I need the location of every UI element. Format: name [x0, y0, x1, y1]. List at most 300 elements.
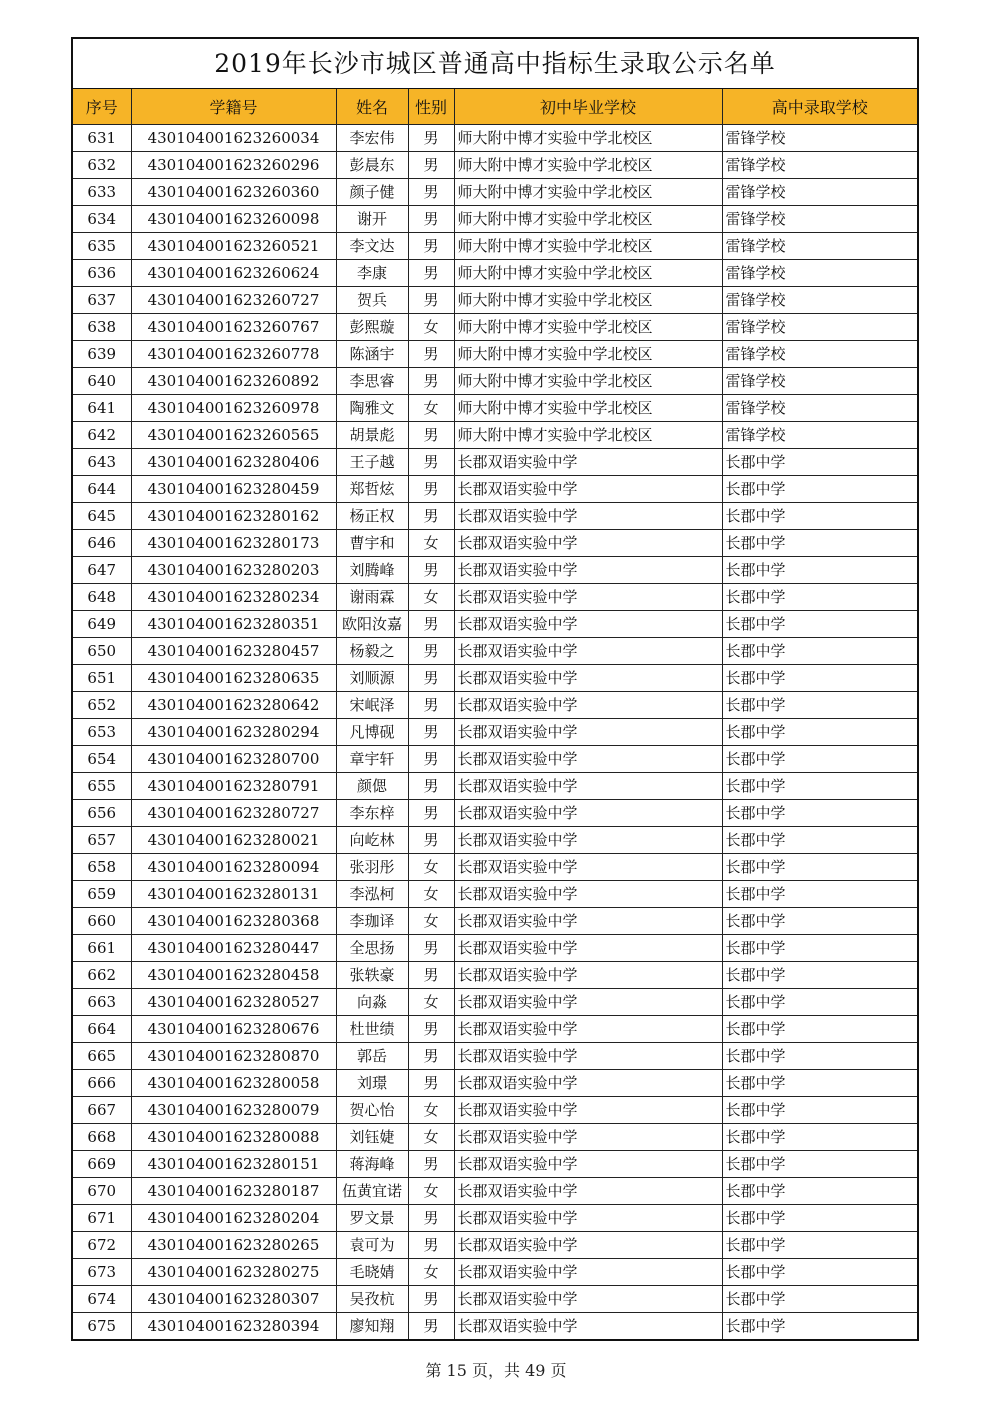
admitted-high-school-cell: 长郡中学	[722, 1097, 917, 1124]
student-id-cell: 430104001623260978	[131, 395, 336, 422]
gender-cell: 女	[408, 881, 454, 908]
admitted-high-school-cell: 长郡中学	[722, 1259, 917, 1286]
middle-school-cell: 长郡双语实验中学	[454, 746, 722, 773]
name-cell: 向淼	[336, 989, 408, 1016]
admitted-high-school-cell: 长郡中学	[722, 908, 917, 935]
table-row	[73, 125, 917, 152]
middle-school-cell: 师大附中博才实验中学北校区	[454, 179, 722, 206]
admitted-high-school-cell: 长郡中学	[722, 665, 917, 692]
student-id-cell: 430104001623280700	[131, 746, 336, 773]
gender-cell: 男	[408, 368, 454, 395]
name-cell: 杨正权	[336, 503, 408, 530]
gender-cell: 女	[408, 530, 454, 557]
table-row	[73, 746, 917, 773]
middle-school-cell: 长郡双语实验中学	[454, 692, 722, 719]
student-id-cell: 430104001623260296	[131, 152, 336, 179]
table-row	[73, 503, 917, 530]
middle-school-cell: 长郡双语实验中学	[454, 503, 722, 530]
table-row	[73, 989, 917, 1016]
middle-school-cell: 长郡双语实验中学	[454, 827, 722, 854]
table-row	[73, 395, 917, 422]
name-cell: 贺心怡	[336, 1097, 408, 1124]
table-row	[73, 368, 917, 395]
student-id-cell: 430104001623280791	[131, 773, 336, 800]
admitted-high-school-cell: 长郡中学	[722, 989, 917, 1016]
admitted-high-school-cell: 长郡中学	[722, 530, 917, 557]
gender-cell: 男	[408, 1205, 454, 1232]
middle-school-cell: 长郡双语实验中学	[454, 962, 722, 989]
gender-cell: 男	[408, 260, 454, 287]
serial-number-cell: 639	[73, 341, 131, 368]
name-cell: 李康	[336, 260, 408, 287]
name-cell: 宋岷泽	[336, 692, 408, 719]
table-row	[73, 719, 917, 746]
admitted-high-school-cell: 雷锋学校	[722, 206, 917, 233]
gender-cell: 男	[408, 503, 454, 530]
table-row	[73, 530, 917, 557]
serial-number-cell: 658	[73, 854, 131, 881]
table-row	[73, 341, 917, 368]
name-cell: 全思扬	[336, 935, 408, 962]
table-row	[73, 773, 917, 800]
gender-cell: 女	[408, 1124, 454, 1151]
table-row	[73, 935, 917, 962]
table-row	[73, 1259, 917, 1286]
table-row	[73, 881, 917, 908]
name-cell: 郭岳	[336, 1043, 408, 1070]
gender-cell: 男	[408, 800, 454, 827]
admitted-high-school-cell: 雷锋学校	[722, 422, 917, 449]
serial-number-cell: 655	[73, 773, 131, 800]
student-id-cell: 430104001623280294	[131, 719, 336, 746]
serial-number-cell: 666	[73, 1070, 131, 1097]
gender-cell: 男	[408, 1070, 454, 1097]
gender-cell: 女	[408, 1259, 454, 1286]
serial-number-cell: 646	[73, 530, 131, 557]
middle-school-cell: 长郡双语实验中学	[454, 719, 722, 746]
student-id-cell: 430104001623280870	[131, 1043, 336, 1070]
admitted-high-school-cell: 雷锋学校	[722, 395, 917, 422]
student-id-cell: 430104001623280394	[131, 1313, 336, 1340]
gender-cell: 男	[408, 611, 454, 638]
name-cell: 李宏伟	[336, 125, 408, 152]
serial-number-cell: 638	[73, 314, 131, 341]
admitted-high-school-cell: 长郡中学	[722, 773, 917, 800]
student-id-cell: 430104001623280058	[131, 1070, 336, 1097]
admitted-high-school-cell: 长郡中学	[722, 1286, 917, 1313]
table-row	[73, 206, 917, 233]
student-id-cell: 430104001623280459	[131, 476, 336, 503]
name-cell: 罗文景	[336, 1205, 408, 1232]
table-row	[73, 422, 917, 449]
gender-cell: 男	[408, 152, 454, 179]
student-id-cell: 430104001623280203	[131, 557, 336, 584]
name-cell: 王子越	[336, 449, 408, 476]
admitted-high-school-cell: 雷锋学校	[722, 260, 917, 287]
name-cell: 吴孜杭	[336, 1286, 408, 1313]
name-cell: 张羽彤	[336, 854, 408, 881]
serial-number-cell: 654	[73, 746, 131, 773]
middle-school-cell: 长郡双语实验中学	[454, 1043, 722, 1070]
student-id-cell: 430104001623280527	[131, 989, 336, 1016]
student-id-cell: 430104001623280187	[131, 1178, 336, 1205]
gender-cell: 女	[408, 314, 454, 341]
middle-school-cell: 师大附中博才实验中学北校区	[454, 125, 722, 152]
name-cell: 刘腾峰	[336, 557, 408, 584]
admitted-high-school-cell: 长郡中学	[722, 1151, 917, 1178]
name-cell: 李珈译	[336, 908, 408, 935]
middle-school-cell: 长郡双语实验中学	[454, 935, 722, 962]
table-row	[73, 1124, 917, 1151]
serial-number-cell: 661	[73, 935, 131, 962]
serial-number-cell: 675	[73, 1313, 131, 1340]
gender-cell: 男	[408, 1151, 454, 1178]
admitted-high-school-cell: 长郡中学	[722, 1124, 917, 1151]
student-id-cell: 430104001623280021	[131, 827, 336, 854]
student-id-cell: 430104001623280457	[131, 638, 336, 665]
middle-school-cell: 师大附中博才实验中学北校区	[454, 368, 722, 395]
middle-school-cell: 师大附中博才实验中学北校区	[454, 152, 722, 179]
serial-number-cell: 667	[73, 1097, 131, 1124]
gender-cell: 男	[408, 422, 454, 449]
serial-number-cell: 660	[73, 908, 131, 935]
gender-cell: 男	[408, 233, 454, 260]
serial-number-cell: 650	[73, 638, 131, 665]
table-row	[73, 1043, 917, 1070]
name-cell: 蒋海峰	[336, 1151, 408, 1178]
student-id-cell: 430104001623280094	[131, 854, 336, 881]
table-row	[73, 638, 917, 665]
admitted-high-school-cell: 雷锋学校	[722, 287, 917, 314]
page-number-footer: 第 15 页，共 49 页	[425, 1361, 567, 1380]
student-id-cell: 430104001623280234	[131, 584, 336, 611]
table-row	[73, 854, 917, 881]
header-name: 姓名	[336, 89, 408, 125]
middle-school-cell: 长郡双语实验中学	[454, 557, 722, 584]
serial-number-cell: 636	[73, 260, 131, 287]
student-id-cell: 430104001623260521	[131, 233, 336, 260]
name-cell: 谢开	[336, 206, 408, 233]
serial-number-cell: 645	[73, 503, 131, 530]
name-cell: 欧阳汝嘉	[336, 611, 408, 638]
admitted-high-school-cell: 长郡中学	[722, 719, 917, 746]
table-row	[73, 800, 917, 827]
serial-number-cell: 672	[73, 1232, 131, 1259]
table-row	[73, 962, 917, 989]
admitted-high-school-cell: 长郡中学	[722, 854, 917, 881]
name-cell: 郑哲炫	[336, 476, 408, 503]
name-cell: 彭晨东	[336, 152, 408, 179]
table-row	[73, 611, 917, 638]
gender-cell: 男	[408, 1313, 454, 1340]
middle-school-cell: 长郡双语实验中学	[454, 800, 722, 827]
middle-school-cell: 长郡双语实验中学	[454, 1016, 722, 1043]
middle-school-cell: 长郡双语实验中学	[454, 584, 722, 611]
gender-cell: 男	[408, 557, 454, 584]
student-id-cell: 430104001623260360	[131, 179, 336, 206]
name-cell: 李文达	[336, 233, 408, 260]
middle-school-cell: 师大附中博才实验中学北校区	[454, 233, 722, 260]
admission-table	[73, 89, 917, 1339]
middle-school-cell: 长郡双语实验中学	[454, 854, 722, 881]
table-row	[73, 314, 917, 341]
header-gender: 性别	[408, 89, 454, 125]
student-id-cell: 430104001623280635	[131, 665, 336, 692]
gender-cell: 男	[408, 1232, 454, 1259]
serial-number-cell: 669	[73, 1151, 131, 1178]
admitted-high-school-cell: 雷锋学校	[722, 179, 917, 206]
middle-school-cell: 师大附中博才实验中学北校区	[454, 314, 722, 341]
admitted-high-school-cell: 雷锋学校	[722, 152, 917, 179]
gender-cell: 男	[408, 449, 454, 476]
header-serial-number: 序号	[73, 89, 131, 125]
document-title: 2019年长沙市城区普通高中指标生录取公示名单	[73, 39, 917, 89]
serial-number-cell: 670	[73, 1178, 131, 1205]
admitted-high-school-cell: 长郡中学	[722, 1205, 917, 1232]
student-id-cell: 430104001623260624	[131, 260, 336, 287]
name-cell: 伍黄宜诺	[336, 1178, 408, 1205]
table-row	[73, 1151, 917, 1178]
serial-number-cell: 671	[73, 1205, 131, 1232]
admitted-high-school-cell: 雷锋学校	[722, 341, 917, 368]
middle-school-cell: 长郡双语实验中学	[454, 1124, 722, 1151]
name-cell: 谢雨霖	[336, 584, 408, 611]
student-id-cell: 430104001623260034	[131, 125, 336, 152]
gender-cell: 男	[408, 179, 454, 206]
gender-cell: 男	[408, 1286, 454, 1313]
name-cell: 毛晓婧	[336, 1259, 408, 1286]
middle-school-cell: 长郡双语实验中学	[454, 908, 722, 935]
gender-cell: 女	[408, 989, 454, 1016]
student-id-cell: 430104001623260778	[131, 341, 336, 368]
gender-cell: 男	[408, 476, 454, 503]
middle-school-cell: 师大附中博才实验中学北校区	[454, 260, 722, 287]
table-body	[73, 125, 917, 1340]
middle-school-cell: 师大附中博才实验中学北校区	[454, 287, 722, 314]
admitted-high-school-cell: 长郡中学	[722, 611, 917, 638]
serial-number-cell: 642	[73, 422, 131, 449]
table-row	[73, 665, 917, 692]
table-row	[73, 1016, 917, 1043]
table-row	[73, 1070, 917, 1097]
serial-number-cell: 633	[73, 179, 131, 206]
admitted-high-school-cell: 长郡中学	[722, 638, 917, 665]
admitted-high-school-cell: 长郡中学	[722, 1016, 917, 1043]
gender-cell: 女	[408, 854, 454, 881]
gender-cell: 男	[408, 719, 454, 746]
serial-number-cell: 649	[73, 611, 131, 638]
name-cell: 凡博砚	[336, 719, 408, 746]
gender-cell: 女	[408, 395, 454, 422]
student-id-cell: 430104001623280265	[131, 1232, 336, 1259]
name-cell: 颜子健	[336, 179, 408, 206]
middle-school-cell: 长郡双语实验中学	[454, 881, 722, 908]
name-cell: 杜世绩	[336, 1016, 408, 1043]
serial-number-cell: 634	[73, 206, 131, 233]
gender-cell: 女	[408, 1178, 454, 1205]
admitted-high-school-cell: 长郡中学	[722, 557, 917, 584]
middle-school-cell: 师大附中博才实验中学北校区	[454, 395, 722, 422]
gender-cell: 男	[408, 773, 454, 800]
admitted-high-school-cell: 长郡中学	[722, 1232, 917, 1259]
admitted-high-school-cell: 雷锋学校	[722, 314, 917, 341]
middle-school-cell: 师大附中博才实验中学北校区	[454, 422, 722, 449]
student-id-cell: 430104001623280642	[131, 692, 336, 719]
middle-school-cell: 长郡双语实验中学	[454, 530, 722, 557]
serial-number-cell: 673	[73, 1259, 131, 1286]
serial-number-cell: 643	[73, 449, 131, 476]
student-id-cell: 430104001623260892	[131, 368, 336, 395]
gender-cell: 男	[408, 638, 454, 665]
middle-school-cell: 长郡双语实验中学	[454, 1286, 722, 1313]
admission-list-sheet	[71, 37, 919, 1341]
admitted-high-school-cell: 长郡中学	[722, 1043, 917, 1070]
student-id-cell: 430104001623280204	[131, 1205, 336, 1232]
admitted-high-school-cell: 长郡中学	[722, 962, 917, 989]
name-cell: 李泓柯	[336, 881, 408, 908]
middle-school-cell: 长郡双语实验中学	[454, 1178, 722, 1205]
admitted-high-school-cell: 长郡中学	[722, 800, 917, 827]
name-cell: 曹宇和	[336, 530, 408, 557]
table-row	[73, 584, 917, 611]
student-id-cell: 430104001623280088	[131, 1124, 336, 1151]
student-id-cell: 430104001623280162	[131, 503, 336, 530]
gender-cell: 女	[408, 1097, 454, 1124]
name-cell: 刘璟	[336, 1070, 408, 1097]
table-row	[73, 260, 917, 287]
name-cell: 杨毅之	[336, 638, 408, 665]
serial-number-cell: 662	[73, 962, 131, 989]
gender-cell: 男	[408, 1016, 454, 1043]
gender-cell: 男	[408, 341, 454, 368]
serial-number-cell: 640	[73, 368, 131, 395]
admitted-high-school-cell: 长郡中学	[722, 1178, 917, 1205]
admitted-high-school-cell: 长郡中学	[722, 584, 917, 611]
name-cell: 陈涵宇	[336, 341, 408, 368]
student-id-cell: 430104001623280079	[131, 1097, 336, 1124]
header-middle-school: 初中毕业学校	[454, 89, 722, 125]
table-row	[73, 287, 917, 314]
student-id-cell: 430104001623260565	[131, 422, 336, 449]
gender-cell: 男	[408, 827, 454, 854]
middle-school-cell: 师大附中博才实验中学北校区	[454, 206, 722, 233]
serial-number-cell: 664	[73, 1016, 131, 1043]
student-id-cell: 430104001623280131	[131, 881, 336, 908]
serial-number-cell: 652	[73, 692, 131, 719]
serial-number-cell: 663	[73, 989, 131, 1016]
admitted-high-school-cell: 长郡中学	[722, 1313, 917, 1340]
name-cell: 张轶豪	[336, 962, 408, 989]
table-row	[73, 692, 917, 719]
serial-number-cell: 657	[73, 827, 131, 854]
name-cell: 袁可为	[336, 1232, 408, 1259]
serial-number-cell: 644	[73, 476, 131, 503]
middle-school-cell: 长郡双语实验中学	[454, 1259, 722, 1286]
serial-number-cell: 632	[73, 152, 131, 179]
table-row	[73, 1232, 917, 1259]
gender-cell: 男	[408, 692, 454, 719]
middle-school-cell: 长郡双语实验中学	[454, 449, 722, 476]
student-id-cell: 430104001623280173	[131, 530, 336, 557]
serial-number-cell: 665	[73, 1043, 131, 1070]
student-id-cell: 430104001623280406	[131, 449, 336, 476]
middle-school-cell: 长郡双语实验中学	[454, 1097, 722, 1124]
middle-school-cell: 长郡双语实验中学	[454, 1070, 722, 1097]
middle-school-cell: 长郡双语实验中学	[454, 773, 722, 800]
serial-number-cell: 635	[73, 233, 131, 260]
gender-cell: 男	[408, 746, 454, 773]
table-row	[73, 233, 917, 260]
student-id-cell: 430104001623280351	[131, 611, 336, 638]
serial-number-cell: 647	[73, 557, 131, 584]
gender-cell: 男	[408, 125, 454, 152]
student-id-cell: 430104001623280368	[131, 908, 336, 935]
gender-cell: 男	[408, 935, 454, 962]
table-row	[73, 476, 917, 503]
gender-cell: 男	[408, 665, 454, 692]
student-id-cell: 430104001623280458	[131, 962, 336, 989]
student-id-cell: 430104001623280447	[131, 935, 336, 962]
name-cell: 陶雅文	[336, 395, 408, 422]
middle-school-cell: 长郡双语实验中学	[454, 638, 722, 665]
serial-number-cell: 651	[73, 665, 131, 692]
student-id-cell: 430104001623280727	[131, 800, 336, 827]
middle-school-cell: 长郡双语实验中学	[454, 1205, 722, 1232]
table-row	[73, 1178, 917, 1205]
gender-cell: 女	[408, 908, 454, 935]
name-cell: 刘顺源	[336, 665, 408, 692]
admitted-high-school-cell: 长郡中学	[722, 1070, 917, 1097]
admitted-high-school-cell: 雷锋学校	[722, 125, 917, 152]
serial-number-cell: 637	[73, 287, 131, 314]
name-cell: 李东梓	[336, 800, 408, 827]
admitted-high-school-cell: 长郡中学	[722, 881, 917, 908]
serial-number-cell: 668	[73, 1124, 131, 1151]
admitted-high-school-cell: 长郡中学	[722, 503, 917, 530]
gender-cell: 女	[408, 584, 454, 611]
admitted-high-school-cell: 长郡中学	[722, 449, 917, 476]
middle-school-cell: 师大附中博才实验中学北校区	[454, 341, 722, 368]
gender-cell: 男	[408, 962, 454, 989]
serial-number-cell: 641	[73, 395, 131, 422]
name-cell: 刘钰婕	[336, 1124, 408, 1151]
student-id-cell: 430104001623260727	[131, 287, 336, 314]
middle-school-cell: 长郡双语实验中学	[454, 611, 722, 638]
table-header	[73, 89, 917, 125]
student-id-cell: 430104001623260767	[131, 314, 336, 341]
name-cell: 颜偲	[336, 773, 408, 800]
middle-school-cell: 长郡双语实验中学	[454, 665, 722, 692]
name-cell: 廖知翔	[336, 1313, 408, 1340]
serial-number-cell: 674	[73, 1286, 131, 1313]
table-row	[73, 179, 917, 206]
table-row	[73, 449, 917, 476]
header-student-id: 学籍号	[131, 89, 336, 125]
gender-cell: 男	[408, 1043, 454, 1070]
admitted-high-school-cell: 长郡中学	[722, 692, 917, 719]
middle-school-cell: 长郡双语实验中学	[454, 1151, 722, 1178]
table-row	[73, 1097, 917, 1124]
serial-number-cell: 656	[73, 800, 131, 827]
middle-school-cell: 长郡双语实验中学	[454, 1232, 722, 1259]
serial-number-cell: 659	[73, 881, 131, 908]
admitted-high-school-cell: 长郡中学	[722, 746, 917, 773]
serial-number-cell: 631	[73, 125, 131, 152]
admitted-high-school-cell: 雷锋学校	[722, 368, 917, 395]
admitted-high-school-cell: 雷锋学校	[722, 233, 917, 260]
name-cell: 章宇轩	[336, 746, 408, 773]
admitted-high-school-cell: 长郡中学	[722, 827, 917, 854]
